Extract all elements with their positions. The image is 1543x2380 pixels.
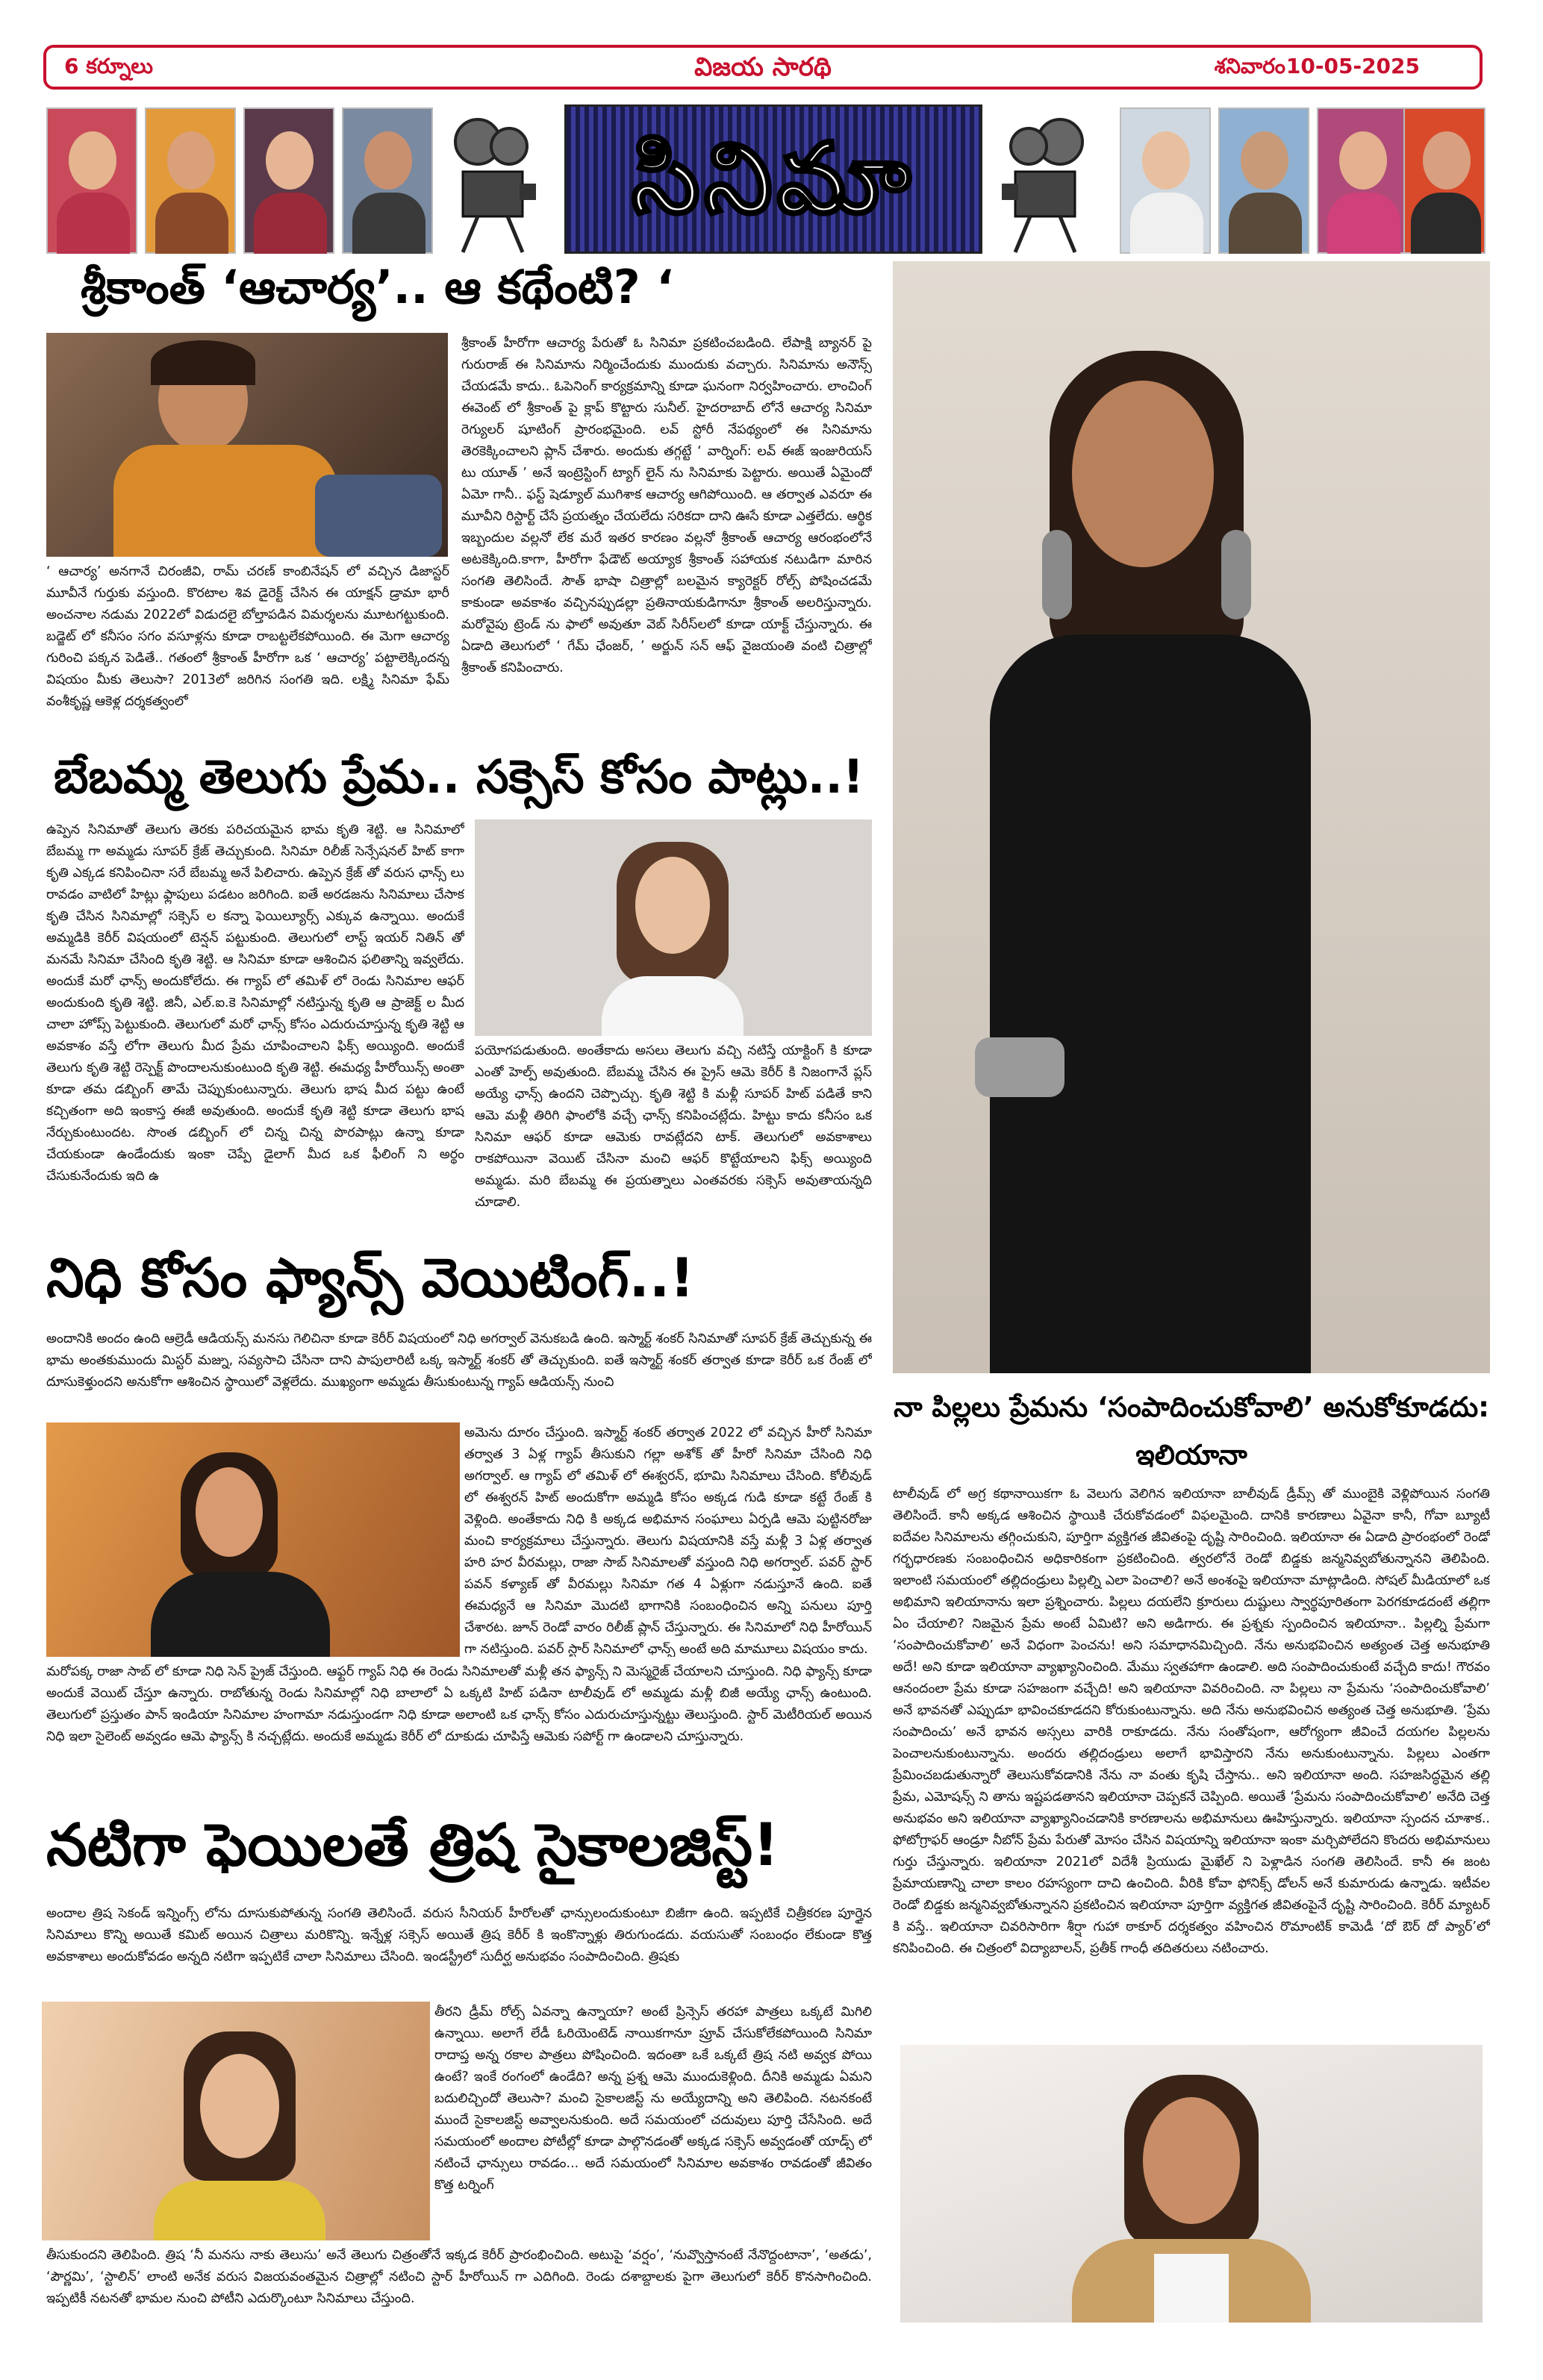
- nidhi-photo: [46, 1422, 460, 1657]
- masthead-star-photo: [1120, 107, 1211, 254]
- bebamma-text-left: ఉప్పెన సినిమాతో తెలుగు తెరకు పరిచయమైన భామ కృతి శెట్టి. ఆ సినిమాలో బేబమ్మ గా అమ్మడు సూపర్ క్రేజ్ తెచ్చుకుంది. సినిమా రిలీజ్ సెన్సేషనల్ హిట్ కాగా కృతి ఎక్కడ కనిపించినా సరే బేబమ్మ అనే పిలిచారు. ఉప్పెన క్రేజ్ తో వరుస ఛాన్స్ లు రావడం వాటిలో హిట్లు ఫ్లాపులు పడటం జరిగింది. ఐతే అరడజను సినిమాలు చేసాక కృతి చేసిన సినిమాల్లో సక్సెస్ ల కన్నా ఫెయిల్యూర్స్ ఎక్కువ ఉన్నాయి. అందుకే అమ్మడికి కెరీర్ విషయంలో టెన్షన్ పట్టుకుంది. తెలుగులో లాస్ట్ ఇయర్ నితిన్ తో మనమే సినిమా చేసింది కృతి శెట్టి. ఆ సినిమా కూడా ఆశించిన ఫలితాన్ని ఇవ్వలేదు. అందుకే మరో ఛాన్స్ అందుకోలేదు. ఈ గ్యాప్ లో తమిళ్ లో రెండు సినిమాల ఆఫర్ అందుకుంది కృతి శెట్టి. జినీ, ఎల్.ఐ.కె సినిమాల్లో నటిస్తున్న కృతి ఆ ప్రాజెక్ట్ ల మీద చాలా హోప్స్ పెట్టుకుంది. తెలుగులో మరో ఛాన్స్ కోసం ఎదురుచూస్తున్న కృతి శెట్టి ఆ అవకాశం వస్తే లోగా తెలుగు మీద ప్రేమ చూపించాలని ఫిక్స్ అయ్యింది. అందుకే తెలుగు కృతి శెట్టి రెస్పెక్ట్ పొందాలనుకుంటుంది కృతి శెట్టి. ఈమధ్య హీరోయిన్స్ అంతా కూడా తమ డబ్బింగ్ తామే చెప్పుకుంటున్నారు. తెలుగు భాష మీద పట్టు ఉంటే కచ్చితంగా అది ఇంకాస్త ఈజీ అవుతుంది. అందుకే కృతి శెట్టి కూడా తెలుగు భాష నేర్చుకుంటుందట. సొంత డబ్బింగ్ లో చిన్న చిన్న పొరపాట్లు ఉన్నా కూడా చేయకుండా ఉండేందుకు ఇంకా చెప్పే డైలాగ్ మీద ఒక ఫీలింగ్ ని అర్థం చేసుకునేందుకు ఇది ఉ: [46, 822, 464, 1184]
- ileana-text: టాలీవుడ్ లో అగ్ర కథానాయికగా ఓ వెలుగు వెలిగిన ఇలియానా బాలీవుడ్ డ్రీమ్స్ తో ముంబైకి వెళ్లిపోయిన సంగతి తెలిసిందే. కానీ అక్కడ ఆశించిన స్థాయికి చేరుకోవడంలో విఫలమైంది. దానికి కారణాలు ఏవైనా కానీ, గోవా బ్యూటీ ఐదేవల సినిమాలను తగ్గించుకుని, పూర్తిగా వ్యక్తిగత జీవితంపై దృష్టి సారించింది. ఇలియానా ఈ ఏడాది ప్రారంభంలో రెండో గర్భధారణకు సంబంధించిన అధికారికంగా ప్రకటించింది. త్వరలోనే రెండో బిడ్డకు జన్మనివ్వబోతున్నానని తెలిపింది. ఇలాంటి సమయంలో తల్లిదండ్రులు పిల్లల్ని ఎలా పెంచాలి? అనే అంశంపై ఇలియానా మాట్లాడింది. సోషల్ మీడియాలో ఒక అభిమాని ఇలియానాను ఇలా ప్రశ్నించారు. పిల్లలు దయలేని క్రూరులు దుష్టులు స్వార్థపూరితంగా పెరగకూడదంటే తల్లిగా ఏం చేయాలి? నిజమైన ప్రేమ అంటే ఏమిటి? అని అడిగారు. ఈ ప్రశ్నకు స్పందించిన ఇలియానా.. పిల్లల్ని ప్రేమగా ‘సంపాదించుకోవాలి’ అనే విధంగా పెంచను! అని సమాధానమిచ్చింది. నేను అనుభవించిన అత్యంత చెత్త అనుభూతి అదే! అని కూడా ఇలియానా వ్యాఖ్యానించింది. మేము స్వతహాగా ఉండాలి. అది సంపాదించుకుంటే వచ్చేది కాదు! గౌరవం ఆనందంలా ప్రేమ కూడా సహజంగా వచ్చేది! అని ఇలియానా వివరించింది. నా పిల్లలు నా ప్రేమను ‘సంపాదించుకోవాలి’ అనే భావనతో ఎప్పుడూ భావించకూడదని కోరుకుంటున్నాను. అది నేను అనుభవించిన అత్యంత చెత్త అనుభూతి. ‘ప్రేమ సంపాదించు’ అనే భావన అస్సలు వారికి రాకూడదు. నేను సంతోషంగా, ఆరోగ్యంగా జీవించే దయగల పిల్లలను పెంచాలనుకుంటున్నాను. అందరు తల్లిదండ్రులు అలాగే భావిస్తారని నేను అనుకుంటున్నాను. పిల్లలు ఎంతగా ప్రేమించబడుతున్నారో తెలుసుకోవడానికి నేను నా వంతు కృషి చేస్తాను.. అని ఇలియానా అంది. సహజసిద్ధమైన తల్లి ప్రేమ, ఎమోషన్స్ ని తాను ఇష్టపడతానని ఇలియానా చెప్పకనే చెప్పింది. అయితే ‘ప్రేమను సంపాదించుకోవాలి’ అనేది చెత్త అనుభవం అని ఇలియానా వ్యాఖ్యానించడానికి కారణాలను అభిమానులు ఊహిస్తున్నారు. ఇలియానా స్పందన చూశాక.. ఫోటోగ్రాఫర్ ఆండ్రూ నీబోన్ ప్రేమ పేరుతో మోసం చేసిన విషయాన్ని ఇలియానా ఇంకా మర్చిపోలేదని కొందరు అభిమానులు గుర్తు చేస్తున్నారు. ఇలియానా 2021లో విదేశీ ప్రియుడు మైఖేల్ ని పెళ్లాడిన సంగతి తెలిసిందే. కానీ ఈ జంట ప్రేమాయణాన్ని చాలా కాలం రహస్యంగా దాచి ఉంచింది. వీరికి కోవా ఫోనిక్స్ డోలన్ అనే కుమారుడు ఉన్నాడు. ఇటీవల రెండో బిడ్డకు జన్మనివ్వబోతున్నానని ప్రకటించిన ఇలియానా పూర్తిగా వ్యక్తిగత జీవితంపైనే దృష్టి సారించింది. కెరీర్ మ్యాటర్ కి వస్తే.. ఇలియానా చివరిసారిగా శీర్షా గుహా ఠాకూర్ దర్శకత్వం వహించిన రొమాంటిక్ కామెడీ ‘దో ఔర్ దో ప్యార్’లో కనిపించింది. ఈ చిత్రంలో విద్యాబాలన్, ప్రతీక్ గాంధీ తదితరులు నటించారు.: [893, 1487, 1490, 1956]
- masthead-star-photo: [145, 107, 236, 254]
- section-title: సినిమా: [632, 122, 915, 235]
- ileana-main-photo: [893, 261, 1490, 1373]
- section-masthead: [564, 104, 982, 254]
- page-header-bar: [43, 45, 1483, 90]
- nidhi-headline: నిధి కోసం ఫ్యాన్స్ వెయిటింగ్..!: [46, 1246, 695, 1309]
- srikanth-text-right: శ్రీకాంత్ హీరోగా ఆచార్య పేరుతో ఓ సినిమా ప్రకటించబడింది. లేపాక్షి బ్యానర్ పై గురురాజ్ ఈ సినిమాను నిర్మించేందుకు ముందుకు వచ్చారు. సినిమాను అనౌన్స్ చేయడమే కాదు.. ఓపెనింగ్ కార్యక్రమాన్ని కూడా ఘనంగా నిర్వహించారు. లాంచింగ్ ఈవెంట్ లో శ్రీకాంత్ పై క్లాప్ కొట్టారు సునీల్. హైదరాబాద్ లోనే ఆచార్య సినిమా రెగ్యులర్ షూటింగ్ ప్రారంభమైంది. లవ్ స్టోరీ నేపథ్యంలో ఈ సినిమాను తెరకెక్కించాలని ప్లాన్ చేశారు. అందుకు తగ్గట్టే ‘ వార్నింగ్: లవ్ ఈజ్ ఇంజురియస్ టు యూత్ ’ అనే ఇంట్రెస్టింగ్ ట్యాగ్ లైన్ ను సినిమాకు పెట్టారు. అయితే ఏమైందో ఏమో గానీ.. ఫస్ట్ షెడ్యూల్ ముగిశాక ఆచార్య ఆగిపోయింది. ఆ తర్వాత ఎవరూ ఈ మూవీని రిస్టార్ట్ చేసే ప్రయత్నం చేయలేదు సరికదా దాని ఊసే కూడా ఎత్తలేదు. ఆర్థిక ఇబ్బందుల వల్లనో లేక మరే ఇతర కారణం వల్లనో శ్రీకాంత్ ఆచార్య ఆరంభంలోనే అటకెక్కింది.కాగా, హీరోగా ఫేడౌట్ అయ్యాక శ్రీకాంత్ సహాయక నటుడిగా మారిన సంగతి తెలిసిందే. సౌత్ భాషా చిత్రాల్లో బలమైన క్యారెక్టర్ రోల్స్ పోషించడమే కాకుండా అవకాశం వచ్చినప్పుడల్లా ప్రతినాయకుడిగానూ శ్రీకాంత్ అలరిస్తున్నారు. మరోవైపు ట్రెండ్ ను ఫాలో అవుతూ వెబ్ సిరీస్‌లలో కూడా యాక్ట్ చేస్తున్నారు. ఈ ఏడాది తెలుగులో ‘ గేమ్ ఛేంజర్, ’ అర్జున్ సన్ ఆఫ్ వైజయంతి వంటి చిత్రాల్లో శ్రీకాంత్ కనిపించారు.: [461, 336, 872, 675]
- header-date: 10-05-2025: [1285, 54, 1420, 78]
- trisha-photo: [42, 2002, 430, 2240]
- header-day: శనివారం: [1214, 54, 1285, 78]
- masthead-star-photo: [243, 107, 334, 254]
- newspaper-name: విజయ సారథి: [694, 52, 832, 82]
- nidhi-text-top: అందానికి అందం ఉంది ఆల్రెడీ ఆడియన్స్ మనసు గెలిచినా కూడా కెరీర్ విషయంలో నిధి అగర్వాల్ వెనుకబడి ఉంది. ఇస్మార్ట్ శంకర్ సినిమాతో సూపర్ క్రేజ్ తెచ్చుకున్న ఈ భామ అంతకుముందు మిస్టర్ మజ్ను, సవ్యసాచి చేసినా దాని పాపులారిటీ ఒక్క ఇస్మార్ట్ శంకర్ తో తెచ్చుకుంది. ఐతే ఇస్మార్ట్ శంకర్ తర్వాత కూడా కెరీర్ ఒక రేంజ్ లో దూసుకెళ్తుందని అనుకోగా ఆశించిన స్థాయిలో వెళ్లలేదు. ముఖ్యంగా అమ్మడు తీసుకుంటున్న గ్యాప్ ఆడియన్స్ నుంచి: [46, 1331, 872, 1390]
- masthead-star-photo: [1317, 107, 1408, 254]
- bebamma-headline: బేబమ్మ తెలుగు ప్రేమ.. సక్సెస్ కోసం పాట్లు..!: [54, 749, 864, 804]
- nidhi-text-bottom: మరోపక్క రాజా సాబ్ లో కూడా నిధి సెన్ ప్రైజ్ చేస్తుంది. ఆఫ్టర్ గ్యాప్ నిధి ఈ రెండు సినిమాలతో మళ్లీ తన ఫ్యాన్స్ ని మెస్మరైజ్ చేయాలని చూస్తుంది. నిధి ఫ్యాన్స్ కూడా అందుకే వెయిట్ చేస్తూ ఉన్నారు. రాబోతున్న రెండు సినిమాల్లో నిధి బాలాలో ఏ ఒక్కటి హిట్ పడినా టాలీవుడ్ లో అమ్మడు మళ్లీ బిజీ అయ్యే ఛాన్స్ ఉంటుంది. తెలుగులో ప్రస్తుతం పాన్ ఇండియా సినిమాల హంగామా నడుస్తుండగా నిధి కూడా అలాంటి ఒక ఛాన్స్ కోసం ఎదురుచూస్తున్నట్టు తెలుస్తుంది. స్టార్ మెటీరియల్ అయిన నిధి ఇలా సైలెంట్ అవ్వడం ఆమె ఫ్యాన్స్ కి నచ్చట్లేదు. అందుకే అమ్మడు కెరీర్ లో దూకుడు చూపిస్తే ఆమెకు సపోర్ట్ గా ఉండాలని చూస్తున్నారు.: [46, 1664, 872, 1744]
- nidhi-text-right: అమెను దూరం చేస్తుంది. ఇస్మార్ట్ శంకర్ తర్వాత 2022 లో వచ్చిన హీరో సినిమా తర్వాత 3 ఏళ్ల గ్యాప్ తీసుకుని గల్లా అశోక్ తో హీరో సినిమా చేసింది నిధి అగర్వాల్. ఆ గ్యాప్ లో తమిళ్ లో ఈశ్వరన్, భూమి సినిమాలు చేసింది. కోలీవుడ్ లో ఈశ్వరన్ హిట్ అందుకోగా అమ్మడి కోసం అక్కడ గుడి కూడా కట్టే రేంజ్ కి వెళ్లింది. అంతేకాదు నిధి కి అక్కడ అభిమాన సంఘాలు ఏర్పడి ఆమె పుట్టినరోజు మంచి కార్యక్రమాలు చేస్తున్నారు. తెలుగు విషయానికి వస్తే మళ్లీ 3 ఏళ్ల తర్వాత హరి హర వీరమల్లు, రాజా సాబ్ సినిమాలతో వస్తుంది నిధి అగర్వాల్. పవర్ స్టార్ పవన్ కళ్యాణ్ తో వీరమల్లు సినిమా గత 4 ఏళ్లుగా నడుస్తూనే ఉంది. ఐతే ఈమధ్యనే ఆ సినిమా మొదటి భాగానికి సంబంధించిన అన్ని పనులు పూర్తి చేశారట. జూన్ రెండో వారం రిలీజ్ ప్లాన్ చేస్తున్నారు. ఈ సినిమాలో నిధి హీరోయిన్ గా నటిస్తుంది. పవర్ స్టార్ సినిమాలో ఛాన్స్ అంటే అది మామూలు విషయం కాదు.: [464, 1425, 872, 1657]
- trisha-headline: నటిగా ఫెయిలతే త్రిష సైకాలజిస్ట్!: [46, 1812, 779, 1879]
- trisha-text-right: తీరని డ్రీమ్ రోల్స్ ఏవన్నా ఉన్నాయా? అంటే ప్రిన్సెస్ తరహా పాత్రలు ఒక్కటే మిగిలి ఉన్నాయి. అలాగే లేడీ ఓరియెంటెడ్ నాయికగానూ ప్రూవ్ చేసుకోలేకపోయింది సినిమా రాదాప్త అన్న రకాల పాత్రలు పోషించింది. ఇదంతా ఒకే ఒక్కటే త్రిష నటి అవ్వక పోయి ఉంటే? ఇంకే రంగంలో ఉండేది? అన్న ప్రశ్న ఆమె ముందుకెళ్లింది. దీనికి అమ్మడు ఏమని బదులిచ్చిందో తెలుసా? మంచి సైకాలజిస్ట్ ను అయ్యేదాన్ని అని తెలిపింది. నటనకంటే ముందే సైకాలజిస్ట్ అవ్వాలనుకుంది. అదే సమయంలో చదువులు పూర్తి చేసేసింది. అదే సమయంలో అందాల పోటీల్లో కూడా పాల్గొనడంతో అక్కడ సక్సెస్ అవ్వడంతో యాడ్స్ లో నటించే ఛాన్సులు రావడం... అదే సమయంలో సినిమాల అవకాశం రావడంతో జీవితం కొత్త టర్నింగ్: [434, 2005, 872, 2193]
- masthead-star-photo: [1218, 107, 1309, 254]
- trisha-text-bottom: తీసుకుందని తెలిపింది. త్రిష ‘నీ మనసు నాకు తెలుసు’ అనే తెలుగు చిత్రంతోనే ఇక్కడ కెరీర్ ప్రారంభించింది. అటుపై ‘వర్షం’, ‘నువ్వొస్తానంటే నేనొద్దంటానా’, ‘అతడు’, ‘పౌర్ణమి’, ‘స్టాలిన్’ లాంటి అనేక వరుస విజయవంతమైన చిత్రాల్లో నటించి స్టార్ హీరోయిన్ గా ఎదిగింది. రెండు దశాబ్దాలకు పైగా తెలుగులో కెరీర్ కొనసాగించింది. ఇప్పటికీ నటనతో భామల నుంచి పోటీని ఎదుర్కొంటూ సినిమాలు చేస్తుంది.: [46, 2248, 872, 2306]
- trisha-text-top: అందాల త్రిష సెకండ్ ఇన్నింగ్స్ లోను దూసుకుపోతున్న సంగతి తెలిసిందే. వరుస సీనియర్ హీరోలతో ఛాన్సులందుకుంటూ బిజీగా ఉంది. ఇప్పటికే చిత్రీకరణ పూర్తైన సినిమాలు కొన్ని అయితే కమిట్ అయిన చిత్రాలు మరికొన్ని. ఇన్నేళ్ల సక్సెస్ అయితే త్రిష కెరీర్ కి ఇంకొన్నాళ్లు తిరుగుండదు. వయసుతో సంబంధం లేకుండా కొత్త అవకాశాలు అందుకోవడం అన్నది నటిగా ఇప్పటికే చాలా సినిమాలు చేసింది. ఇండస్ట్రీలో సుదీర్ఘ అనుభవం సంపాదించింది. త్రిషకు: [46, 1906, 872, 1964]
- page-label: 6 కర్నూలు: [64, 54, 153, 78]
- srikanth-text-left: ‘ ఆచార్య’ అనగానే చిరంజీవి, రామ్ చరణ్ కాంబినేషన్ లో వచ్చిన డిజాస్టర్ మూవీనే గుర్తుకు వస్తుంది. కొరటాల శివ డైరెక్ట్ చేసిన ఈ యాక్షన్ డ్రామా భారీ అంచనాల నడుమ 2022లో విడుదలై బోల్తాపడిన విమర్శలను మూటగట్టుకుంది. బడ్జెట్ లో కనీసం సగం వసూళ్లను కూడా రాబట్టలేకపోయింది. ఈ మెగా ఆచార్య గురించి పక్కన పెడితే.. గతంలో శ్రీకాంత్ హీరోగా ఒక ‘ ఆచార్య’ పట్టాలెక్కిందన్న విషయం మీకు తెలుసా? 2013లో జరిగిన సంగతి ఇది. లక్ష్మి సినిమా ఫేమ్ వంశీకృష్ణ ఆకెళ్ల దర్శకత్వంలో: [46, 564, 449, 709]
- bebamma-photo: [475, 819, 872, 1036]
- bebamma-text-right: పయోగపడుతుంది. అంతేకాదు అసలు తెలుగు వచ్చి నటిస్తే యాక్టింగ్ కి కూడా ఎంతో హెల్ప్ అవుతుంది. బేబమ్మ చేసిన ఈ ప్రైస్ ఆమె కెరీర్ కి నిజంగానే ప్లస్ అయ్యే ఛాన్స్ ఉందని చెప్పొచ్చు. కృతి శెట్టి కి మళ్లీ సూపర్ హిట్ పడితే కాని ఆమె మళ్లీ తిరిగి ఫాంలోకి వచ్చే ఛాన్స్ కనిపించట్లేదు. హిట్టు కాదు కనీసం ఒక సినిమా ఆఫర్ కూడా ఆమెకు రావట్లేదని టాక్. తెలుగులో అవకాశాలు రాకపోయినా వెయిట్ చేసినా మంచి ఆఫర్ కొట్టేయాలని ఫిక్స్ అయ్యింది అమ్మడు. మరి బేబమ్మ ఈ ప్రయత్నాలు ఎంతవరకు సక్సెస్ అవుతాయన్నది చూడాలి.: [475, 1043, 872, 1210]
- film-projector-icon: [1000, 112, 1090, 254]
- ileana-second-photo: [900, 2045, 1483, 2323]
- ileana-headline: నా పిల్లలు ప్రేమను ‘సంపాదించుకోవాలి’ అనుకోకూడదు: ఇలియానా: [894, 1391, 1489, 1471]
- srikanth-photo: [46, 333, 448, 557]
- film-projector-icon: [448, 112, 537, 254]
- srikanth-headline: శ్రీకాంత్ ‘ఆచార్య’.. ఆ కథేంటి? ‘: [81, 260, 674, 314]
- masthead-star-photo: [1403, 107, 1486, 254]
- masthead-star-photo: [46, 107, 137, 254]
- masthead-star-photo: [342, 107, 433, 254]
